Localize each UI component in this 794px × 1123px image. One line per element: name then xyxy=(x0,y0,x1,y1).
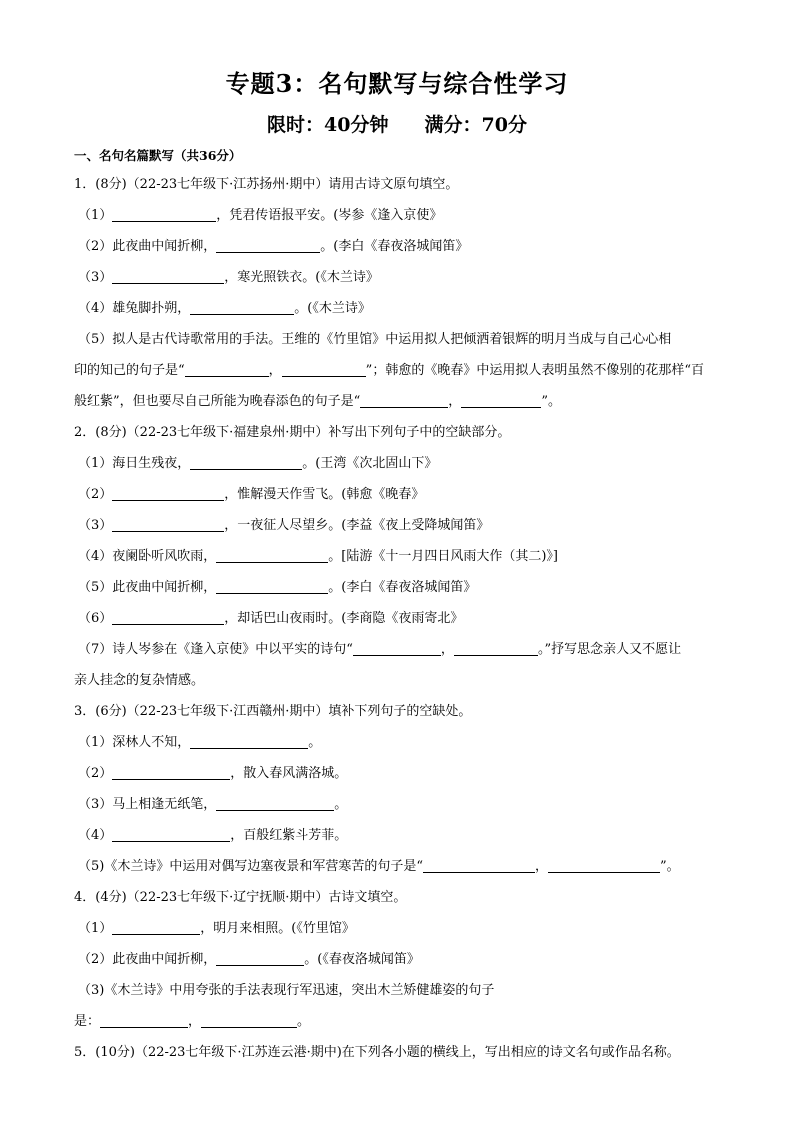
q2-item-1: （1）海日生残夜， 。(王湾《次北固山下》 xyxy=(78,456,438,471)
answer-blank[interactable] xyxy=(548,858,660,873)
question-3-head: 3．(6分)（22-23七年级下·江西赣州·期中）填补下列句子的空缺处。 xyxy=(74,704,472,719)
q4-item-1: （1） ，明月来相照。(《竹里馆》 xyxy=(78,921,355,936)
answer-blank[interactable] xyxy=(112,486,224,501)
q1-item-3: （3） ，寒光照铁衣。(《木兰诗》 xyxy=(78,270,379,285)
q2-item-2: （2） ，惟解漫天作雪飞。(韩愈《晚春》 xyxy=(78,487,425,502)
answer-blank[interactable] xyxy=(190,300,294,315)
q3-item-1: （1）深林人不知， 。 xyxy=(78,735,322,750)
q3-item-2: （2） ，散入春风满洛城。 xyxy=(78,766,348,781)
answer-blank[interactable] xyxy=(112,827,230,842)
q3-item-3: （3）马上相逢无纸笔， 。 xyxy=(78,797,348,812)
question-2-head: 2．(8分)（22-23七年级下·福建泉州·期中）补写出下列句子中的空缺部分。 xyxy=(74,425,511,440)
q2-item-6: （6） ，却话巴山夜雨时。(李商隐《夜雨寄北》 xyxy=(78,611,464,626)
page-title: 专题3：名句默写与综合性学习 xyxy=(225,69,569,98)
q1-item-5-line3: 般红紫”，但也要尽自己所能为晚春添色的句子是“ ， ”。 xyxy=(74,394,561,409)
answer-blank[interactable] xyxy=(112,269,224,284)
q4-item-3-line2: 是： ， 。 xyxy=(74,1014,311,1029)
q3-item-5: （5)《木兰诗》中运用对偶写边塞夜景和军营寒苦的句子是“ ， ”。 xyxy=(78,859,680,874)
answer-blank[interactable] xyxy=(216,796,334,811)
question-4-head: 4．(4分)（22-23七年级下·辽宁抚顺·期中）古诗文填空。 xyxy=(74,890,407,905)
section-heading: 一、名句名篇默写（共36分） xyxy=(74,148,242,163)
answer-blank[interactable] xyxy=(216,579,328,594)
question-5-head: 5．(10分)（22-23七年级下·江苏连云港·期中)在下列各小题的横线上，写出相应的诗文名句或作品名称。 xyxy=(74,1045,680,1060)
answer-blank[interactable] xyxy=(216,951,304,966)
q2-item-7-line1: （7）诗人岑参在《逢入京使》中以平实的诗句“ ， 。”抒写思念亲人又不愿让 xyxy=(78,642,682,657)
page-subtitle xyxy=(0,110,794,137)
answer-blank[interactable] xyxy=(190,455,302,470)
answer-blank[interactable] xyxy=(360,393,448,408)
q1-item-5-line1: （5）拟人是古代诗歌常用的手法。王维的《竹里馆》中运用拟人把倾洒着银辉的明月当成与自己心心相 xyxy=(78,332,672,347)
answer-blank[interactable] xyxy=(282,362,366,377)
answer-blank[interactable] xyxy=(454,641,538,656)
answer-blank[interactable] xyxy=(112,517,224,532)
answer-blank[interactable] xyxy=(216,238,320,253)
q1-item-1: （1） ，凭君传语报平安。(岑参《逢入京使》 xyxy=(78,208,443,223)
time-limit: 限时：40分钟 xyxy=(267,114,389,136)
exam-content xyxy=(74,143,734,1068)
q3-item-4: （4） ，百般红紫斗芳菲。 xyxy=(78,828,348,843)
answer-blank[interactable] xyxy=(112,207,216,222)
answer-blank[interactable] xyxy=(185,362,269,377)
q1-item-2: （2）此夜曲中闻折柳， 。(李白《春夜洛城闻笛》 xyxy=(78,239,469,254)
q2-item-3: （3） ，一夜征人尽望乡。(李益《夜上受降城闻笛》 xyxy=(78,518,490,533)
answer-blank[interactable] xyxy=(423,858,535,873)
answer-blank[interactable] xyxy=(216,548,328,563)
question-1-head: 1．(8分)（22-23七年级下·江苏扬州·期中）请用古诗文原句填空。 xyxy=(74,177,459,192)
answer-blank[interactable] xyxy=(190,734,308,749)
answer-blank[interactable] xyxy=(353,641,441,656)
q2-item-7-line2: 亲人挂念的复杂情感。 xyxy=(74,673,205,688)
full-score: 满分：70分 xyxy=(424,114,527,136)
answer-blank[interactable] xyxy=(112,920,200,935)
q1-item-5-line2: 印的知己的句子是“ ， ”；韩愈的《晚春》中运用拟人表明虽然不像别的花那样“百 xyxy=(74,363,704,378)
answer-blank[interactable] xyxy=(461,393,541,408)
q4-item-2: （2）此夜曲中闻折柳， 。(《春夜洛城闻笛》 xyxy=(78,952,420,967)
answer-blank[interactable] xyxy=(201,1013,297,1028)
answer-blank[interactable] xyxy=(112,610,224,625)
answer-blank[interactable] xyxy=(112,765,230,780)
q2-item-5: （5）此夜曲中闻折柳， 。(李白《春夜洛城闻笛》 xyxy=(78,580,477,595)
answer-blank[interactable] xyxy=(100,1013,188,1028)
q2-item-4: （4）夜阑卧听风吹雨， 。[陆游《十一月四日风雨大作（其二)》] xyxy=(78,549,558,564)
q1-item-4: （4）雄兔脚扑朔， 。(《木兰诗》 xyxy=(78,301,371,316)
q4-item-3-line1: （3)《木兰诗》中用夸张的手法表现行军迅速，突出木兰矫健雄姿的句子 xyxy=(78,983,495,998)
